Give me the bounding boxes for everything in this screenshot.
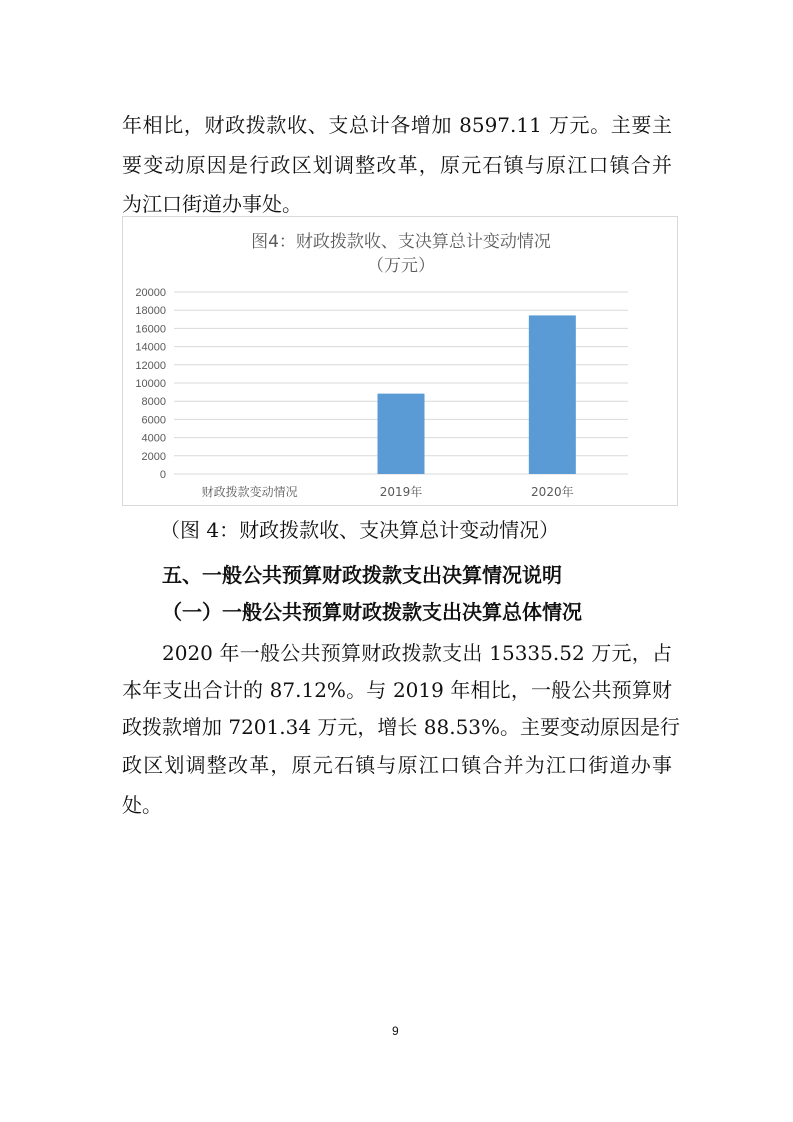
y-tick-label: 0: [159, 469, 166, 481]
text-line: 2020 年一般公共预算财政拨款支出 15335.52 万元，占: [162, 641, 672, 665]
text-line: 政拨款增加 7201.34 万元，增长 88.53%。主要变动原因是行: [122, 715, 681, 739]
chart-subtitle: （万元）: [367, 256, 435, 276]
x-tick-label: 2020年: [531, 485, 574, 499]
bar-chart: [122, 216, 678, 506]
page-number: 9: [392, 1024, 399, 1038]
text-line: 要变动原因是行政区划调整改革，原元石镇与原江口镇合并: [122, 153, 672, 177]
section-heading: 五、一般公共预算财政拨款支出决算情况说明: [162, 563, 562, 587]
chart-title: 图4：财政拨款收、支决算总计变动情况: [251, 232, 551, 252]
bar: [378, 394, 425, 474]
y-tick-label: 8000: [141, 396, 166, 409]
y-tick-label: 4000: [141, 432, 166, 445]
y-tick-label: 6000: [141, 414, 166, 427]
x-tick-label: 2019年: [379, 485, 423, 499]
text-line: 为江口街道办事处。: [122, 192, 302, 216]
y-tick-label: 2000: [141, 450, 166, 463]
y-tick-label: 16000: [135, 323, 166, 336]
text-line: 年相比，财政拨款收、支总计各增加 8597.11 万元。主要主: [122, 113, 672, 137]
chart-canvas: [123, 217, 679, 507]
x-tick-label: 财政拨款变动情况: [201, 485, 298, 499]
text-line: 处。: [122, 793, 162, 817]
figure-caption: （图 4：财政拨款收、支决算总计变动情况）: [160, 518, 560, 542]
text-line: 政区划调整改革，原元石镇与原江口镇合并为江口街道办事: [122, 753, 672, 777]
bar: [529, 315, 576, 474]
y-tick-label: 12000: [135, 359, 166, 372]
subsection-heading: （一）一般公共预算财政拨款支出决算总体情况: [162, 600, 582, 624]
y-tick-label: 14000: [135, 341, 166, 354]
text-line: 本年支出合计的 87.12%。与 2019 年相比，一般公共预算财: [122, 678, 672, 702]
y-tick-label: 18000: [135, 305, 166, 318]
y-tick-label: 20000: [135, 287, 166, 299]
y-tick-label: 10000: [135, 378, 166, 390]
